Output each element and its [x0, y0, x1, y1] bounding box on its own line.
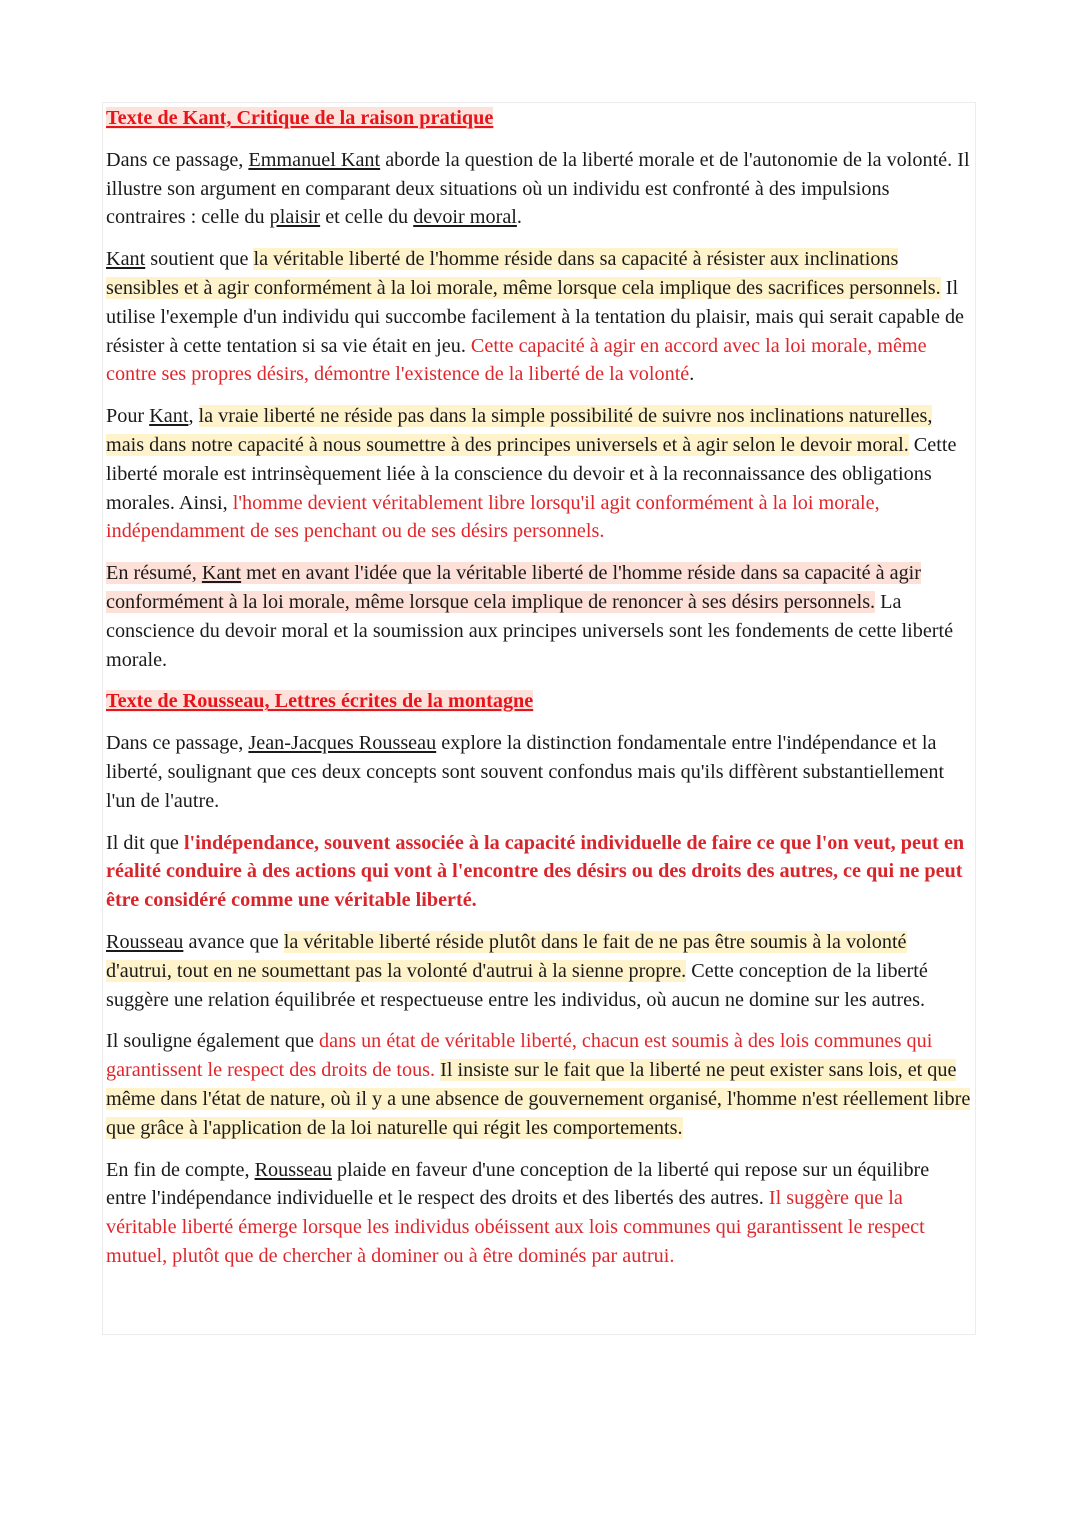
rousseau-paragraph-4	[106, 1027, 974, 1142]
highlighted-text: la vraie liberté ne réside pas dans la simple possibilité de suivre nos inclinations naturelles, mais dans notre capacité à nous soumettre à des principes universels et à agir selon le devoir moral.	[106, 405, 933, 456]
underlined-term: devoir moral	[413, 206, 517, 229]
underlined-name: Jean-Jacques Rousseau	[248, 732, 437, 755]
text-run: plaide en faveur d'une conception de la liberté qui repose sur un équilibre entre l'indépendance individuelle et le respect des droits et des libertés des autres.	[106, 1158, 930, 1210]
kant-title: Texte de Kant, Critique de la raison pratique	[106, 107, 494, 129]
underlined-name: Kant	[106, 248, 146, 271]
text-run: avance que	[183, 930, 284, 953]
text-run: La conscience du devoir moral et la soumission aux principes universels sont les fondements de cette liberté morale.	[106, 590, 954, 671]
underlined-name: Emmanuel Kant	[248, 148, 381, 171]
red-text: dans un état de véritable liberté, chacun est soumis à des lois communes qui garantissent le respect des droits de tous.	[106, 1030, 933, 1082]
text-run: En fin de compte,	[106, 1158, 255, 1181]
summary-highlight	[106, 562, 921, 613]
text-run: soutient que	[145, 248, 254, 271]
text-run: .	[516, 206, 522, 229]
underlined-term: plaisir	[269, 206, 321, 229]
red-text: Il suggère que la véritable liberté émerge lorsque les individus obéissent aux lois communes qui garantissent le respect mutuel, plutôt que de chercher à dominer ou à être dominés par autrui.	[106, 1187, 925, 1267]
red-text: Cette capacité à agir en accord avec la loi morale, même contre ses propres désirs, démontre l'existence de la liberté de la volonté	[106, 334, 927, 386]
text-run: Dans ce passage,	[106, 148, 249, 171]
rousseau-paragraph-3	[106, 928, 974, 1014]
rousseau-title: Texte de Rousseau, Lettres écrites de la montagne	[106, 690, 534, 713]
highlighted-text: la véritable liberté réside plutôt dans le fait de ne pas être soumis à la volonté d'autrui, tout en ne soumettant pas la volonté d'autrui à la sienne propre.	[106, 930, 907, 982]
rousseau-paragraph-2	[106, 829, 974, 915]
red-text: l'homme devient véritablement libre lorsqu'il agit conformément à la loi morale, indépendamment de ses penchant ou de ses désirs personnels.	[106, 491, 880, 543]
kant-paragraph-2	[106, 245, 974, 389]
text-run: Cette liberté morale est intrinsèquement liée à la conscience du devoir et à la reconnaissance des obligations morales. Ainsi,	[106, 433, 957, 514]
kant-section-title	[106, 104, 974, 133]
text-run: .	[689, 363, 695, 386]
underlined-name: Kant	[201, 562, 242, 585]
rousseau-paragraph-5	[106, 1156, 974, 1271]
text-run: ,	[188, 405, 199, 428]
bold-red-text: l'indépendance, souvent associée à la capacité individuelle de faire ce que l'on veut, peut en réalité conduire à des actions qui vont à l'encontre des désirs ou des droits des autres, ce qui ne peut être considéré comme une véritable liberté.	[106, 831, 965, 912]
text-run: En résumé,	[106, 562, 202, 585]
text-run: met en avant l'idée que la véritable liberté de l'homme réside dans sa capacité à agir conformément à la loi morale, même lorsque cela implique de renoncer à ses désirs personnels.	[106, 562, 922, 613]
text-run: explore la distinction fondamentale entre l'indépendance et la liberté, soulignant que ces deux concepts sont souvent confondus mais qu'ils diffèrent substantiellement l'un de l'autre.	[106, 732, 945, 812]
document-body	[106, 104, 974, 1284]
underlined-name: Kant	[149, 405, 189, 428]
text-run: Dans ce passage,	[106, 732, 249, 755]
kant-paragraph-1	[106, 146, 974, 232]
text-run: Il utilise l'exemple d'un individu qui succombe facilement à la tentation du plaisir, mais qui serait capable de résister à cette tentation si sa vie était en jeu.	[106, 276, 965, 357]
text-run: Pour	[106, 405, 150, 428]
underlined-name: Rousseau	[106, 930, 184, 953]
kant-paragraph-4	[106, 559, 974, 674]
text-run: et celle du	[320, 206, 414, 229]
rousseau-section-title	[106, 687, 974, 716]
rousseau-paragraph-1	[106, 729, 974, 815]
text-run: Il dit que	[106, 831, 184, 854]
text-run: Cette conception de la liberté suggère une relation équilibrée et respectueuse entre les individus, où aucun ne domine sur les autres.	[106, 959, 928, 1011]
text-run: aborde la question de la liberté morale et de l'autonomie de la volonté. Il illustre son argument en comparant deux situations où un individu est confronté à des impulsions contraires : celle du	[106, 148, 970, 229]
highlighted-text: Il insiste sur le fait que la liberté ne peut exister sans lois, et que même dans l'état de nature, où il y a une absence de gouvernement organisé, l'homme n'est réellement libre que grâce à l'application de la loi naturelle qui régit les comportements.	[106, 1059, 971, 1139]
text-run: Il souligne également que	[106, 1030, 320, 1053]
highlighted-text: la véritable liberté de l'homme réside dans sa capacité à résister aux inclinations sensibles et à agir conformément à la loi morale, même lorsque cela implique des sacrifices personnels.	[106, 248, 941, 299]
underlined-name: Rousseau	[254, 1158, 332, 1181]
kant-paragraph-3	[106, 402, 974, 546]
